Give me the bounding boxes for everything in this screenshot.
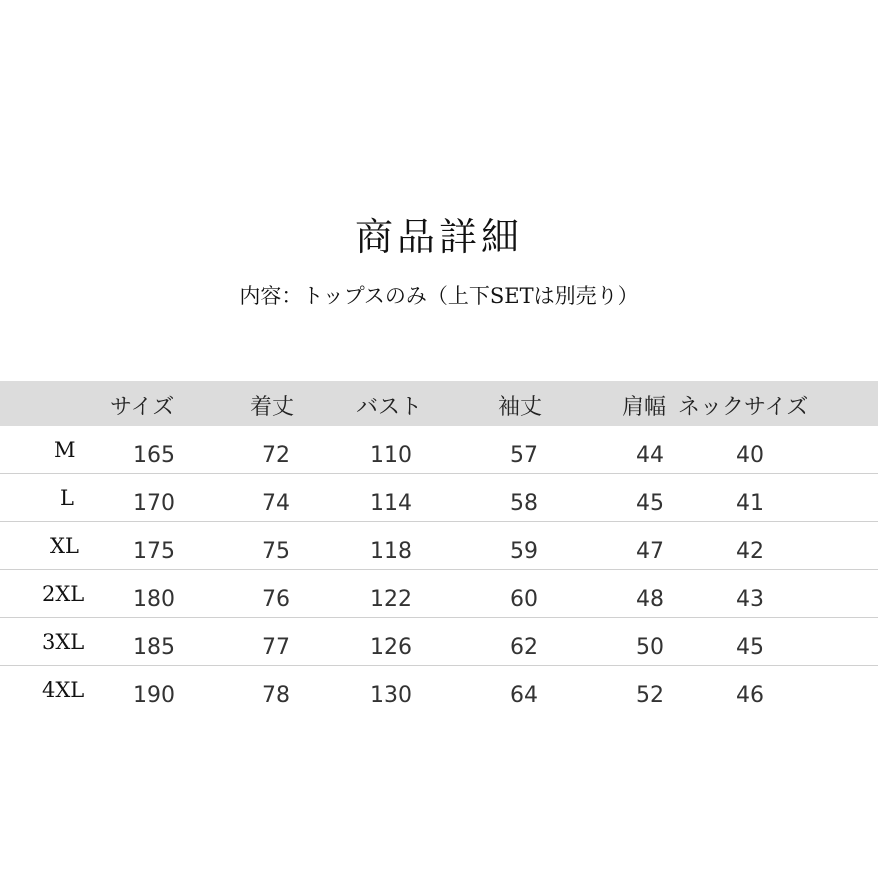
table-row [0, 666, 878, 713]
cell-shoulder: 44 [636, 443, 664, 468]
header-shoulder: 肩幅 [622, 395, 667, 420]
table-row [0, 570, 878, 618]
cell-shoulder: 52 [636, 683, 664, 708]
cell-length-cm: 76 [262, 587, 290, 612]
cell-bust: 130 [370, 683, 412, 708]
table-row [0, 618, 878, 666]
cell-length: 190 [133, 683, 175, 708]
page-subtitle: 内容：トップスのみ（上下SETは別売り） [239, 284, 639, 308]
cell-length: 165 [133, 443, 175, 468]
cell-length-cm: 75 [262, 539, 290, 564]
table-row [0, 522, 878, 570]
table-header [0, 381, 878, 426]
cell-sleeve: 58 [510, 491, 538, 516]
cell-neck: 46 [736, 683, 764, 708]
row-size-label: 3XL [42, 630, 85, 654]
cell-neck: 41 [736, 491, 764, 516]
cell-shoulder: 48 [636, 587, 664, 612]
cell-sleeve: 60 [510, 587, 538, 612]
cell-shoulder: 50 [636, 635, 664, 660]
cell-length: 180 [133, 587, 175, 612]
row-size-label: 2XL [42, 582, 85, 606]
cell-length: 185 [133, 635, 175, 660]
cell-sleeve: 57 [510, 443, 538, 468]
cell-neck: 43 [736, 587, 764, 612]
cell-shoulder: 45 [636, 491, 664, 516]
cell-bust: 122 [370, 587, 412, 612]
cell-bust: 114 [370, 491, 412, 516]
cell-length-cm: 78 [262, 683, 290, 708]
row-size-label: XL [50, 534, 79, 558]
cell-length-cm: 77 [262, 635, 290, 660]
cell-sleeve: 59 [510, 539, 538, 564]
cell-bust: 110 [370, 443, 412, 468]
cell-sleeve: 62 [510, 635, 538, 660]
cell-length: 175 [133, 539, 175, 564]
header-sleeve: 袖丈 [498, 395, 543, 420]
size-table [0, 381, 878, 713]
row-size-label: L [60, 486, 74, 510]
row-size-label: M [54, 438, 76, 462]
cell-shoulder: 47 [636, 539, 664, 564]
cell-sleeve: 64 [510, 683, 538, 708]
header-size: サイズ [110, 395, 175, 420]
header-neck: ネックサイズ [678, 395, 809, 420]
cell-bust: 118 [370, 539, 412, 564]
header-bust: バスト [356, 395, 423, 420]
cell-length: 170 [133, 491, 175, 516]
table-row [0, 426, 878, 474]
row-size-label: 4XL [42, 678, 85, 702]
cell-neck: 42 [736, 539, 764, 564]
header-length: 着丈 [250, 395, 295, 420]
cell-neck: 45 [736, 635, 764, 660]
cell-length-cm: 74 [262, 491, 290, 516]
table-row [0, 474, 878, 522]
cell-bust: 126 [370, 635, 412, 660]
cell-neck: 40 [736, 443, 764, 468]
page-title: 商品詳細 [354, 215, 523, 259]
cell-length-cm: 72 [262, 443, 290, 468]
